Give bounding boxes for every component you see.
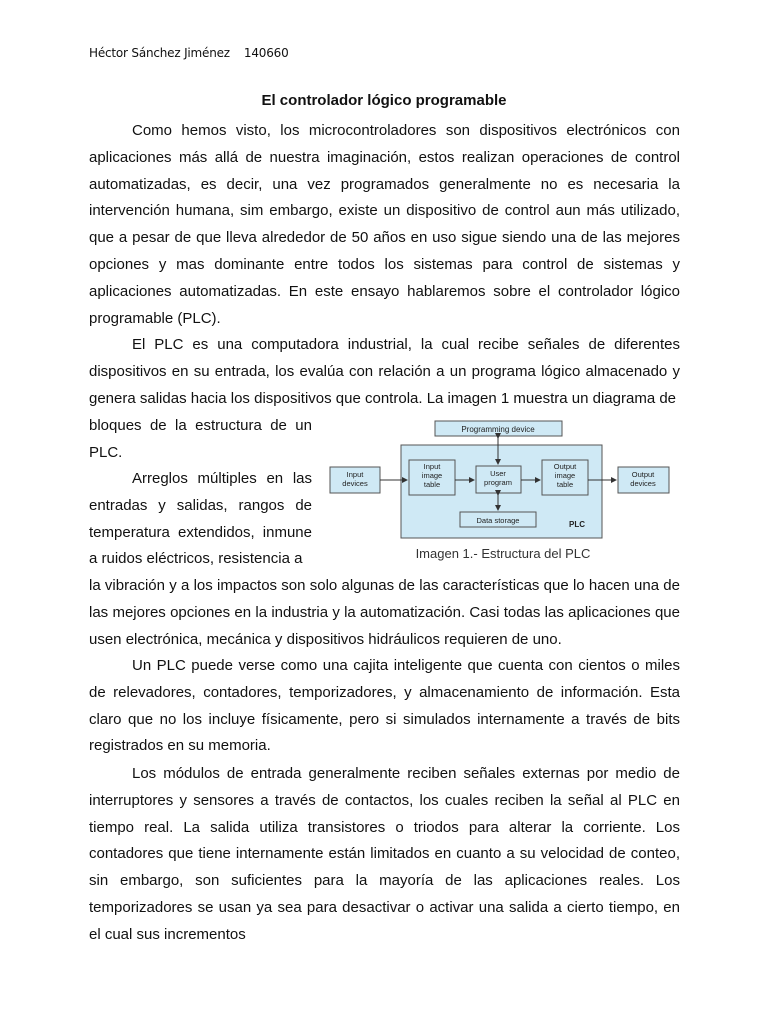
paragraph-2: El PLC es una computadora industrial, la cual recibe señales de diferentes dispositivos en su entrada, los evalúa con relación a un programa lógico almacenado y genera salidas hacia los dispositivos que controla. La imagen 1 muestra un diagrama de [89,336,680,407]
plc-diagram-svg [327,418,679,543]
figure-caption: Imagen 1.- Estructura del PLC [415,546,591,561]
paragraph-2-tail: bloques de la estructura de un PLC. [89,417,312,461]
paragraph-4: Un PLC puede verse como una cajita inteligente que cuenta con cientos o miles de relevadores, contadores, temporizadores, y almacenamiento de información. Esta claro que no los incluye físicamente, pero si simulados internamente a través de bits registrados en su memoria. [89,657,680,755]
input-image-table-line1: Input [423,462,441,471]
author-name: Héctor Sánchez Jiménez [89,46,230,60]
plc-block-diagram [327,418,679,566]
user-program-line1: User [490,469,506,478]
input-image-table-line2: image [421,471,443,480]
input-devices-line1: Input [346,470,364,479]
input-image-table-line3: table [423,480,441,489]
paragraph-3-start: Arreglos múltiples en las entradas y salidas, rangos de temperatura extendidos, inmune a ruidos eléctricos, resistencia a [89,470,312,568]
output-devices-line1: Output [631,470,655,479]
data-storage-label: Data storage [476,516,520,525]
output-image-table-line3: table [556,480,574,489]
programming-device-label: Programming device [461,425,535,434]
paragraph-5: Los módulos de entrada generalmente reciben señales externas por medio de interruptores y sensores a través de contactos, los cuales reciben la señal al PLC en tiempo real. La salida utiliza transistores o triodos para alterar la corriente. Los contadores que tiene internamente están limitados en cuanto a su velocidad de conteo, sin embargo, son suficientes para la mayoría de las aplicaciones reales. Los temporizadores se usan ya sea para desactivar o activar una salida a cierto tiempo, en el cual sus incrementos [89,765,680,943]
input-devices-line2: devices [342,479,368,488]
paragraph-1: Como hemos visto, los microcontroladores son dispositivos electrónicos con aplicaciones más allá de nuestra imaginación, estos realizan operaciones de control automatizadas, es decir, una vez programados generalmente no es necesaria la intervención humana, sim embargo, existe un dispositivo de control aun más utilizado, que a pesar de que lleva alrededor de 50 años en uso sigue siendo una de las mejores opciones y mas dominante entre todos los sistemas para control de sistemas y aplicaciones automatizadas. En este ensayo hablaremos sobre el controlador lógico programable (PLC). [89,122,680,327]
output-devices-line2: devices [630,479,656,488]
output-image-table-line2: image [554,471,576,480]
plc-label: PLC [569,520,585,529]
output-image-table-line1: Output [553,462,577,471]
document-title: El controlador lógico programable [261,92,507,109]
paragraph-3-rest: la vibración y a los impactos son solo algunas de las características que lo hacen una de las mejores opciones en la industria y la automatización. Casi todas las aplicaciones que usen electrónica, mecánica y dispositivos hidráulicos requieren de uno. [89,577,680,648]
user-program-line2: program [484,478,512,487]
student-id: 140660 [243,46,289,60]
document-header [89,46,289,60]
